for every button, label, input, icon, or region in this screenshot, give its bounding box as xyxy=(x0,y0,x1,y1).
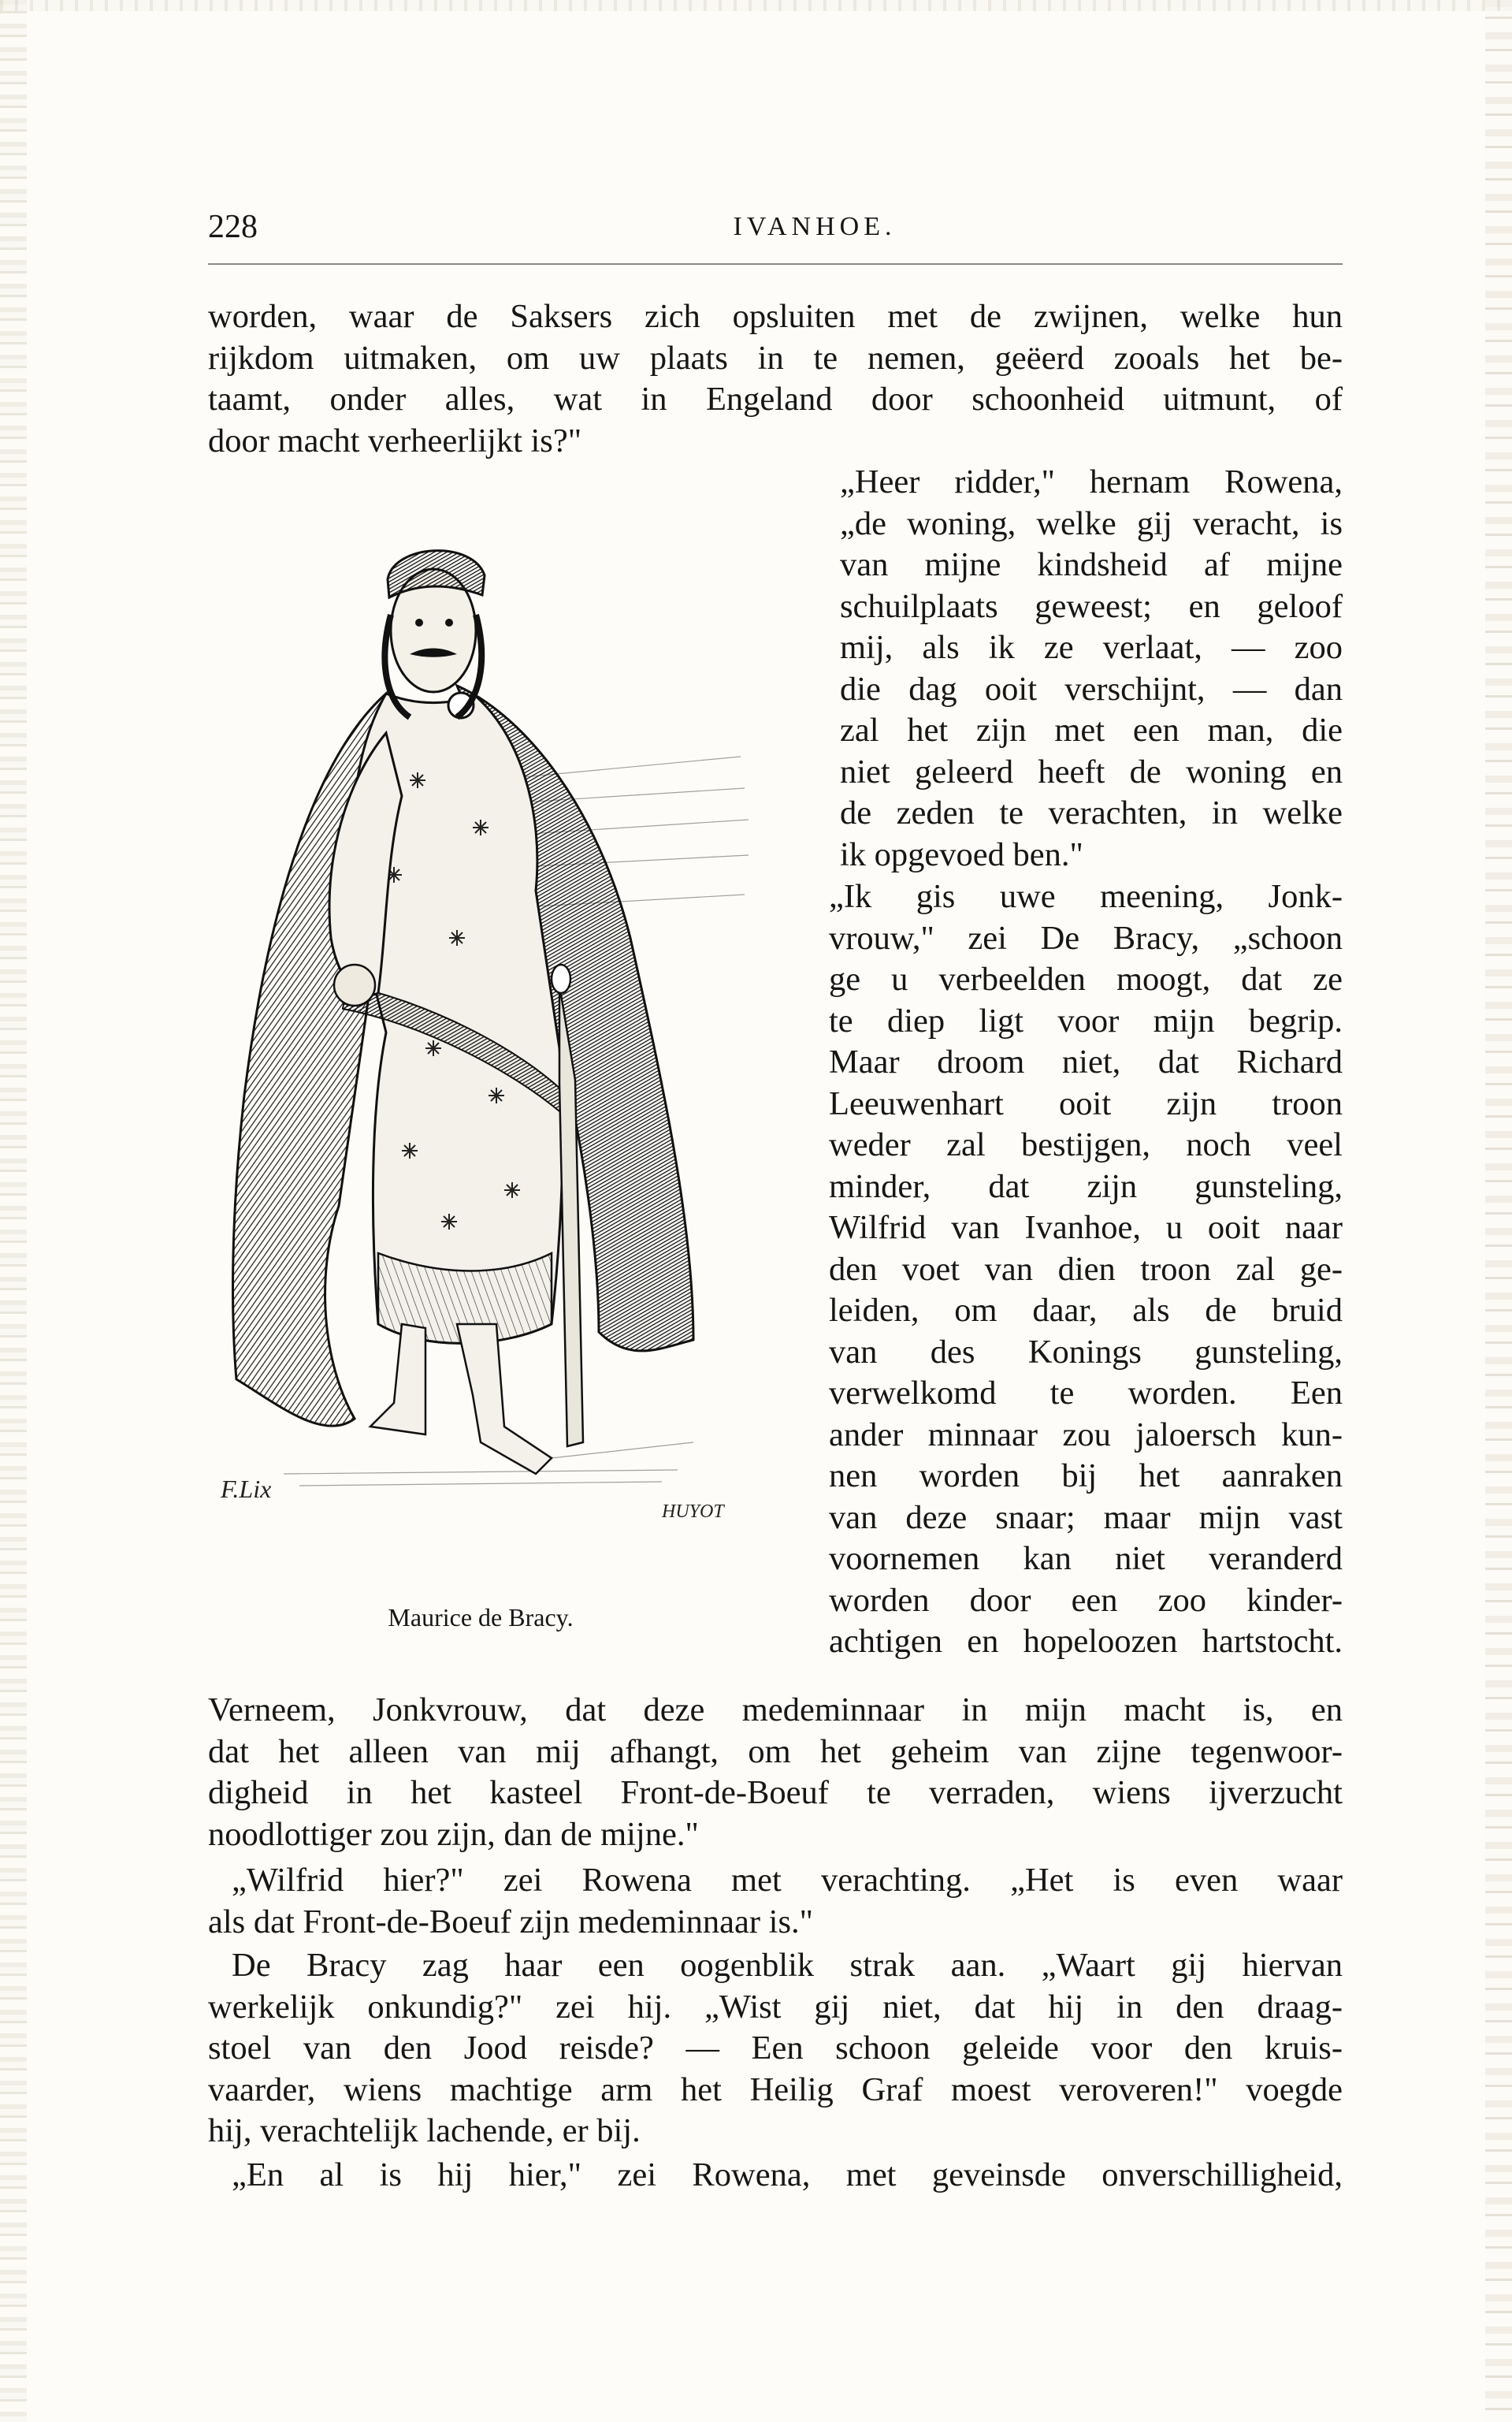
text-line: rijkdom uitmaken, om uw plaats in te nemen, geëerd zooals het be- xyxy=(208,339,1343,377)
page-edge-right xyxy=(1485,0,1512,2422)
text-line: noodlottiger zou zijn, dan de mijne." xyxy=(208,1815,699,1853)
signature-right: HUYOT xyxy=(662,1501,724,1522)
text-line: weder zal bestijgen, noch veel xyxy=(829,1126,1343,1163)
illustration-maurice-de-bracy xyxy=(189,497,772,1568)
text-line: taamt, onder alles, wat in Engeland door schoonheid uitmunt, of xyxy=(208,381,1343,418)
header-rule xyxy=(208,263,1343,265)
text-line: „En al is hij hier," zei Rowena, met geveinsde onverschilligheid, xyxy=(232,2156,1343,2193)
text-line: vrouw," zei De Bracy, „schoon xyxy=(829,919,1343,957)
text-line: verwelkomd te worden. Een xyxy=(829,1375,1343,1412)
text-line: digheid in het kasteel Front-de-Boeuf te verraden, wiens ijverzucht xyxy=(208,1774,1343,1811)
text-line: ander minnaar zou jaloersch kun- xyxy=(829,1416,1343,1453)
text-line: nen worden bij het aanraken xyxy=(829,1457,1343,1494)
text-line: „Heer ridder," hernam Rowena, xyxy=(840,463,1343,500)
text-line: van mijne kindsheid af mijne xyxy=(840,546,1343,583)
text-line: Leeuwenhart ooit zijn troon xyxy=(829,1085,1343,1122)
text-line: te diep ligt voor mijn begrip. xyxy=(829,1002,1343,1040)
paragraph-final xyxy=(208,2155,1343,2197)
text-line: „Ik gis uwe meening, Jonk- xyxy=(829,878,1343,915)
text-line: Maar droom niet, dat Richard xyxy=(829,1044,1343,1081)
text-line: dat het alleen van mij afhangt, om het geheim van zijne tegenwoor- xyxy=(208,1732,1343,1770)
text-line: stoel van den Jood reisde? — Een schoon geleide voor den kruis- xyxy=(208,2029,1343,2067)
text-line: als dat Front-de-Boeuf zijn medeminnaar is." xyxy=(208,1903,813,1940)
text-line: Verneem, Jonkvrouw, dat deze medeminnaar in mijn macht is, en xyxy=(208,1691,1343,1728)
hand xyxy=(334,965,375,1006)
text-line: ge u verbeelden moogt, dat ze xyxy=(829,961,1343,998)
text-line: de zeden te verachten, in welke xyxy=(840,794,1343,832)
text-line: werkelijk onkundig?" zei hij. „Wist gij niet, dat hij in den draag- xyxy=(208,1988,1343,2026)
text-line: zal het zijn met een man, die xyxy=(840,712,1343,749)
text-line: door macht verheerlijkt is?" xyxy=(208,422,582,459)
eye-right xyxy=(445,619,453,627)
text-line: vaarder, wiens machtige arm het Heilig Graf moest veroveren!" voegde xyxy=(208,2070,1343,2108)
text-line: schuilplaats geweest; en geloof xyxy=(840,587,1343,625)
paragraph-top xyxy=(208,296,1343,462)
text-line: niet geleerd heeft de woning en xyxy=(840,753,1343,791)
paragraph-column-2 xyxy=(829,876,1343,1663)
paragraph-rowena xyxy=(208,1860,1343,1943)
text-line: den voet van dien troon zal ge- xyxy=(829,1250,1343,1288)
running-header xyxy=(208,205,1343,252)
page-edge-left xyxy=(0,0,27,2422)
text-line: hij, verachtelijk lachende, er bij. xyxy=(208,2112,641,2149)
text-line: mij, als ik ze verlaat, — zoo xyxy=(840,629,1343,666)
eye-left xyxy=(415,619,423,627)
illustration-caption: Maurice de Bracy. xyxy=(388,1603,574,1631)
signature-left: F.Lix xyxy=(221,1475,272,1503)
page-number: 228 xyxy=(208,209,258,245)
text-line: De Bracy zag haar een oogenblik strak aan. „Waart gij hiervan xyxy=(232,1947,1343,1984)
text-line: Wilfrid van Ivanhoe, u ooit naar xyxy=(829,1209,1343,1246)
text-line: leiden, om daar, als de bruid xyxy=(829,1292,1343,1329)
paragraph-continuation xyxy=(208,1690,1343,1855)
text-line: voornemen kan niet veranderd xyxy=(829,1540,1343,1577)
text-line: van deze snaar; maar mijn vast xyxy=(829,1498,1343,1536)
text-line: achtigen en hopeloozen hartstocht. xyxy=(829,1623,1343,1660)
text-line: minder, dat zijn gunsteling, xyxy=(829,1167,1343,1205)
text-line: „Wilfrid hier?" zei Rowena met verachting. „Het is even waar xyxy=(232,1862,1343,1899)
running-title: IVANHOE. xyxy=(733,212,897,241)
paragraph-column-1 xyxy=(840,462,1343,876)
text-line: worden, waar de Saksers zich opsluiten met de zwijnen, welke hun xyxy=(208,298,1343,335)
paragraph-debracy xyxy=(208,1945,1343,2152)
sword-pommel xyxy=(552,965,570,993)
text-line: van des Konings gunsteling, xyxy=(829,1333,1343,1371)
leg-left xyxy=(370,1324,425,1434)
text-line: „de woning, welke gij veracht, is xyxy=(840,504,1343,542)
text-line: die dag ooit verschijnt, — dan xyxy=(840,670,1343,708)
text-line: ik opgevoed ben." xyxy=(840,835,1083,873)
leg-right xyxy=(457,1324,552,1474)
text-line: worden door een zoo kinder- xyxy=(829,1581,1343,1619)
page-edge-top xyxy=(0,0,1512,11)
